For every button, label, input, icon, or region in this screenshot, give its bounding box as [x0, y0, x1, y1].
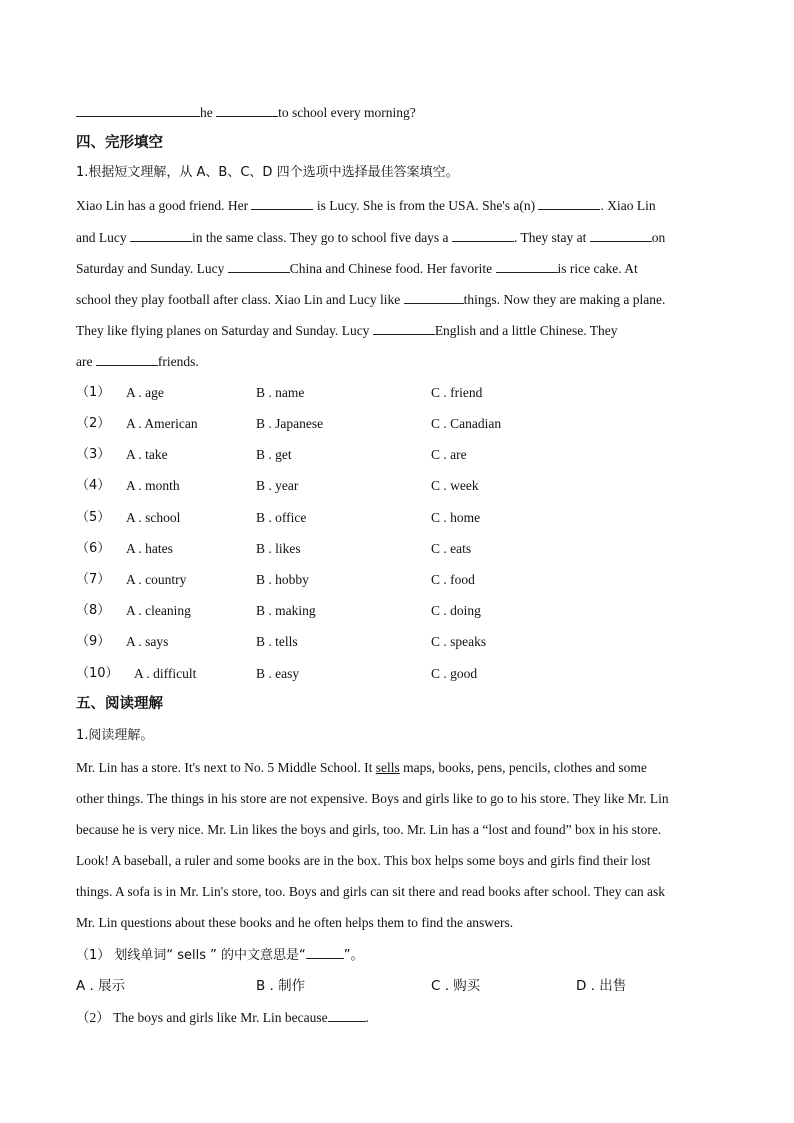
section5-heading: 五、阅读理解 — [76, 696, 163, 712]
option-c[interactable]: C . speaks — [431, 634, 487, 649]
option-c[interactable]: C . food — [431, 572, 475, 587]
answer-blank-6[interactable] — [228, 259, 290, 273]
reading-line: things. A sofa is in Mr. Lin's store, too. Boys and girls can sit there and read books after school. They can ask — [76, 884, 665, 899]
passage-line: are friends. — [76, 354, 199, 369]
option-b[interactable]: B . 制作 — [256, 978, 306, 994]
section5-instruction: 1.阅读理解。 — [76, 728, 154, 743]
reading-line: other things. The things in his store are not expensive. Boys and girls like to go to his store. They like Mr. Lin — [76, 791, 669, 806]
passage-line: school they play football after class. Xiao Lin and Lucy like things. Now they are making a plane. — [76, 292, 666, 307]
option-row: （5） A . school B . office C . home — [76, 510, 481, 525]
option-row: （10） A . difficult B . easy C . good — [76, 666, 478, 681]
option-a[interactable]: A . cleaning — [126, 603, 191, 618]
option-c[interactable]: C . week — [431, 478, 479, 493]
option-row: （1） A . age B . name C . friend — [76, 385, 483, 400]
option-b[interactable]: B . office — [256, 510, 307, 525]
answer-blank-7[interactable] — [496, 259, 558, 273]
option-a[interactable]: A . American — [126, 416, 198, 431]
option-b[interactable]: B . Japanese — [256, 416, 324, 431]
passage-line: They like flying planes on Saturday and Sunday. Lucy English and a little Chinese. They — [76, 323, 618, 338]
option-b[interactable]: B . get — [256, 447, 292, 462]
question-2: （2） The boys and girls like Mr. Lin because . — [76, 1010, 369, 1025]
top-question-line: he to school every morning? — [76, 103, 416, 122]
passage-line: Xiao Lin has a good friend. Her is Lucy. She is from the USA. She's a(n) . Xiao Lin — [76, 198, 656, 213]
option-c[interactable]: C . home — [431, 510, 481, 525]
option-b[interactable]: B . easy — [256, 666, 300, 681]
answer-blank-10[interactable] — [96, 352, 158, 366]
answer-blank[interactable] — [76, 103, 200, 117]
option-b[interactable]: B . likes — [256, 541, 301, 556]
option-b[interactable]: B . year — [256, 478, 299, 493]
answer-blank-5[interactable] — [590, 228, 652, 242]
option-d[interactable]: D . 出售 — [576, 978, 627, 994]
option-row: （8） A . cleaning B . making C . doing — [76, 603, 481, 618]
option-c[interactable]: C . Canadian — [431, 416, 502, 431]
option-c[interactable]: C . 购买 — [431, 978, 481, 994]
reading-line: Mr. Lin questions about these books and he often helps them to find the answers. — [76, 915, 514, 930]
option-b[interactable]: B . name — [256, 385, 305, 400]
answer-blank-3[interactable] — [130, 228, 192, 242]
reading-line: Mr. Lin has a store. It's next to No. 5 Middle School. It sells maps, books, pens, pencils, clothes and some — [76, 760, 647, 775]
option-a[interactable]: A . take — [126, 447, 168, 462]
option-a[interactable]: A . month — [126, 478, 180, 493]
answer-blank-1[interactable] — [251, 196, 313, 210]
option-a[interactable]: A . difficult — [134, 666, 197, 681]
option-b[interactable]: B . making — [256, 603, 316, 618]
option-a[interactable]: A . 展示 — [76, 978, 126, 994]
option-a[interactable]: A . country — [126, 572, 187, 587]
option-a[interactable]: A . school — [126, 510, 181, 525]
option-c[interactable]: C . eats — [431, 541, 472, 556]
option-c[interactable]: C . doing — [431, 603, 481, 618]
option-b[interactable]: B . hobby — [256, 572, 309, 587]
reading-line: because he is very nice. Mr. Lin likes the boys and girls, too. Mr. Lin has a “lost and found” box in his store. — [76, 822, 662, 837]
answer-blank-8[interactable] — [404, 290, 464, 304]
option-row: （3） A . take B . get C . are — [76, 447, 467, 462]
question-1: （1） 划线单词“ sells ” 的中文意思是“ ”。 — [76, 945, 364, 965]
answer-blank[interactable] — [216, 103, 278, 117]
option-c[interactable]: C . are — [431, 447, 467, 462]
section4-heading: 四、完形填空 — [76, 135, 163, 151]
option-c[interactable]: C . friend — [431, 385, 483, 400]
option-a[interactable]: A . says — [126, 634, 169, 649]
answer-blank[interactable] — [328, 1008, 366, 1022]
passage-line: Saturday and Sunday. Lucy China and Chinese food. Her favorite is rice cake. At — [76, 261, 638, 276]
option-a[interactable]: A . age — [126, 385, 164, 400]
section4-instruction: 1.根据短文理解，从 A、B、C、D 四个选项中选择最佳答案填空。 — [76, 165, 459, 180]
answer-blank-4[interactable] — [452, 228, 514, 242]
option-c[interactable]: C . good — [431, 666, 478, 681]
underlined-word: sells — [375, 760, 400, 775]
option-row: （6） A . hates B . likes C . eats — [76, 541, 472, 556]
answer-blank-9[interactable] — [373, 321, 435, 335]
answer-blank-2[interactable] — [538, 196, 600, 210]
answer-blank[interactable] — [306, 945, 344, 959]
option-a[interactable]: A . hates — [126, 541, 173, 556]
option-b[interactable]: B . tells — [256, 634, 298, 649]
passage-line: and Lucy in the same class. They go to school five days a . They stay at on — [76, 230, 666, 245]
option-row: （9） A . says B . tells C . speaks — [76, 634, 487, 649]
option-row: （2） A . American B . Japanese C . Canadian — [76, 416, 502, 431]
option-row — [76, 977, 736, 995]
reading-line: Look! A baseball, a ruler and some books are in the box. This box helps some boys and girls find their lost — [76, 853, 651, 868]
option-row: （4） A . month B . year C . week — [76, 478, 479, 493]
option-row: （7） A . country B . hobby C . food — [76, 572, 475, 587]
